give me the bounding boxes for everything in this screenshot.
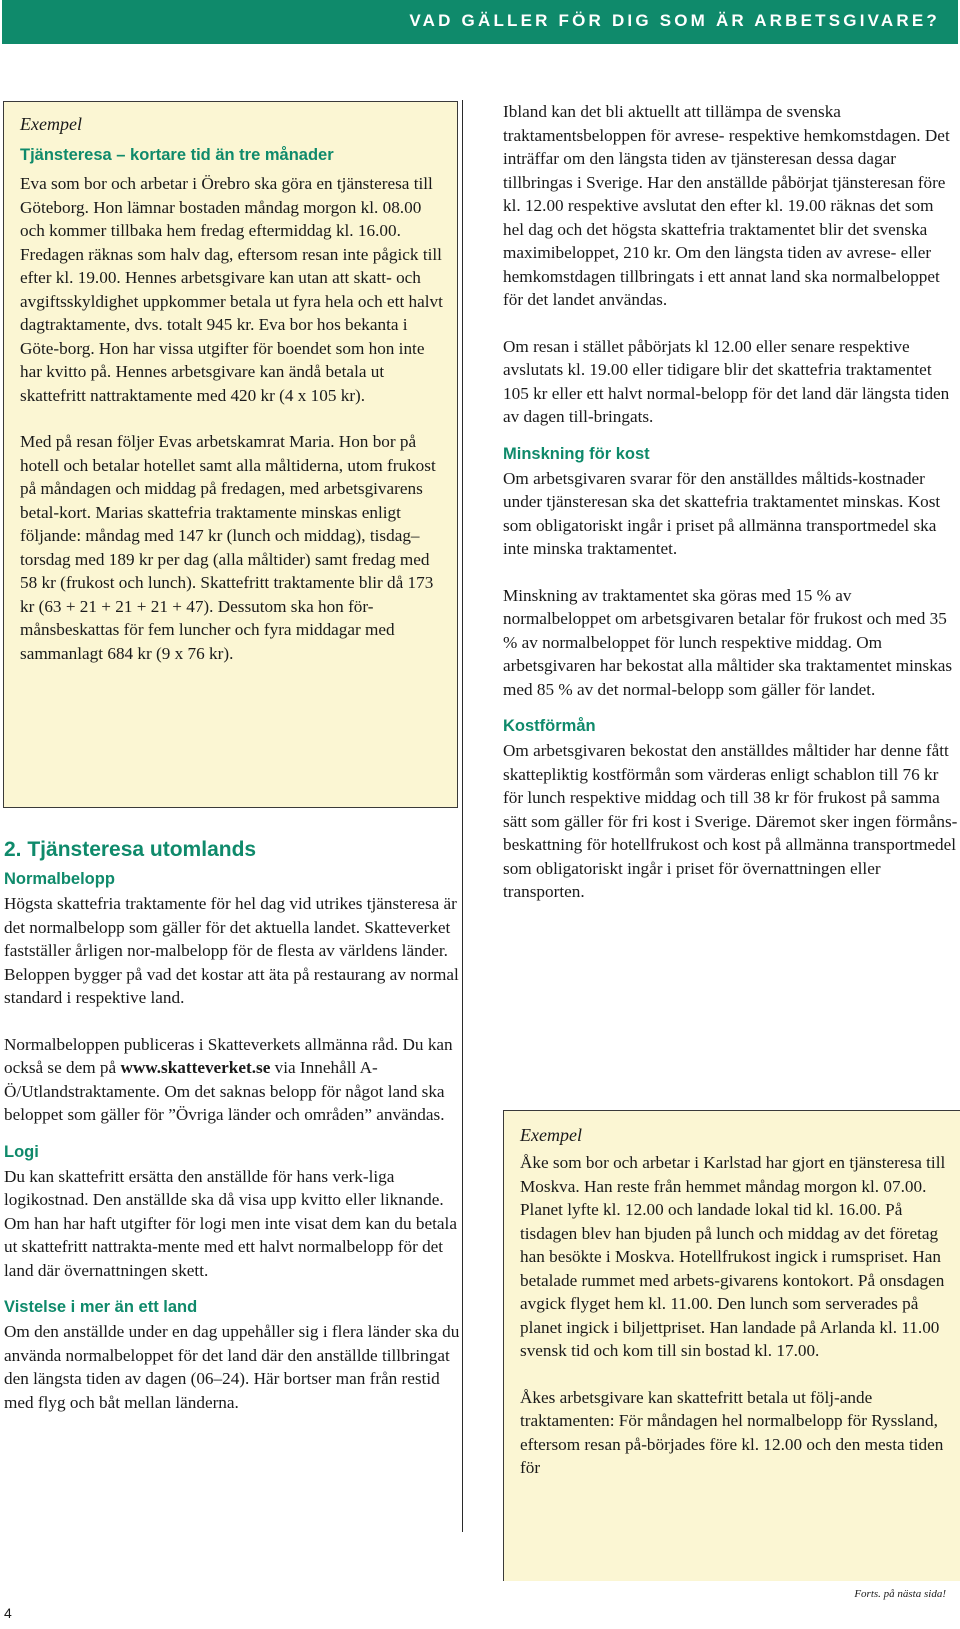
example-box-left — [3, 101, 458, 808]
banner-title: VAD GÄLLER FÖR DIG SOM ÄR ARBETSGIVARE? — [409, 11, 940, 30]
kostforman-heading: Kostförmån — [503, 717, 596, 735]
logi-paragraph: Du kan skattefritt ersätta den anställde för hans verk-liga logikostnad. Den anställde ska då visa upp kvitto eller liknande. Om han har haft utgifter för logi men inte visat dem kan du betala ut skattefritt nattrakta-mente med ett halvt normalbelopp för det land där övernattningen skett. — [4, 1166, 457, 1280]
minskning-heading: Minskning för kost — [503, 444, 650, 463]
example-paragraph-1: Åke som bor och arbetar i Karlstad har gjort en tjänsteresa till Moskva. Han reste från hemmet måndag morgon kl. 07.00. Planet lyfte kl. 12.00 och landade lokal tid kl. 16.00. På tisdagen blev han bjuden på lunch och middag av det företag han besökte i Moskva. Hotellfrukost ingick i rumspriset. Han betalade rummet med arbets-givarens kontokort. På onsdagen avgick flyget hem kl. 11.00. Den lunch som serverades på planet ingick i biljettpriset. Han landade på Arlanda kl. 11.00 svensk tid och kom till sin bostad kl. 17.00. — [520, 1153, 946, 1360]
kostforman-paragraph: Om arbetsgivaren bekostat den anställdes måltider har denne fått skattepliktig kostförmån som värderas enligt schablon till 76 kr för lunch respektive middag och till 38 kr för frukost på samma sätt som gäller för fri kost i Sverige. Däremot sker ingen förmåns-beskattning för hotellfrukost och kost på allmänna transportmedel som obligatoriskt ingår i priset för övernattningen eller transporten. — [503, 741, 958, 901]
section-banner — [2, 0, 958, 44]
example-heading: Tjänsteresa – kortare tid än tre månader — [20, 146, 334, 164]
right-paragraph-2: Om resan i stället påbörjats kl 12.00 eller senare respektive avslutats kl. 19.00 eller tidigare blir det skattefria traktamentet 105 kr eller ett halvt normal-belopp för det land där längsta tiden av dagen till-bringats. — [503, 336, 950, 426]
left-column-text — [4, 836, 464, 1414]
normalbelopp-paragraph-1: Högsta skattefria traktamente för hel dag vid utrikes tjänsteresa är det normalbelopp som gäller för det aktuella landet. Skatteverket fastställer årligen nor-malbelopp för de flesta av världens länder. Beloppen bygger på vad det kostar att äta på restaurang av normal standard i respektive land. — [4, 894, 459, 1007]
example-label: Exempel — [520, 1125, 582, 1145]
example-paragraph-2: Med på resan följer Evas arbetskamrat Maria. Hon bor på hotell och betalar hotellet samt alla måltiderna, utom frukost på måndagen och middag på fredagen, med arbetsgivarens betal-kort. Marias skattefria traktamente minskas enligt följande: måndag med 147 kr (lunch och middag), tisdag–torsdag med 189 kr per dag (alla måltider) samt fredag med 58 kr (frukost och lunch). Skattefritt traktamente blir då 173 kr (63 + 21 + 21 + 21 + 47). Dessutom ska hon för-månsbeskattas för fem luncher och fyra middagar med sammanlagt 684 kr (9 x 76 kr). — [20, 432, 436, 663]
column-divider — [462, 100, 463, 1532]
skatteverket-link[interactable]: www.skatteverket.se — [120, 1058, 271, 1077]
normalbelopp-text-b: via Innehåll A-Ö/Utlandstraktamente. Om det saknas belopp för något land ska beloppet som gäller för ”Övriga länder och områden” användas. — [4, 1058, 445, 1124]
minskning-paragraph-2: Minskning av traktamentet ska göras med 15 % av normalbeloppet om arbetsgivaren betalar för frukost och med 35 % av normalbeloppet för lunch respektive middag. Om arbetsgivaren har bekostat alla måltider ska traktamentet minskas med 85 % av det normal-belopp som gäller för landet. — [503, 585, 953, 699]
normalbelopp-heading: Normalbelopp — [4, 870, 115, 888]
page-number: 4 — [4, 1605, 12, 1621]
normalbelopp-text-a: Normalbeloppen publiceras i Skatteverkets allmänna råd. Du kan också se dem på — [4, 1034, 453, 1077]
logi-heading: Logi — [4, 1142, 39, 1161]
section-2-title: 2. Tjänsteresa utomlands — [4, 838, 257, 861]
normalbelopp-paragraph-2 — [4, 1033, 464, 1127]
example-paragraph-2: Åkes arbetsgivare kan skattefritt betala ut följ-ande traktamenten: För måndagen hel normalbelopp för Ryssland, eftersom resan på-börjades före kl. 12.00 och den mesta tiden för — [520, 1387, 944, 1477]
right-column-text — [503, 100, 958, 904]
continued-note: Forts. på nästa sida! — [854, 1588, 946, 1600]
minskning-paragraph-1: Om arbetsgivaren svarar för den anställdes måltids-kostnader under tjänsteresan ska det skattefria traktamentet minskas. Kost som obligatoriskt ingår i priset på allmänna transportmedel ska inte minska traktamentet. — [503, 468, 941, 558]
example-label: Exempel — [20, 114, 82, 134]
example-paragraph-1: Eva som bor och arbetar i Örebro ska göra en tjänsteresa till Göteborg. Hon lämnar bostaden måndag morgon kl. 08.00 och kommer tillbaka hem fredag eftermiddag kl. 16.00. Fredagen räknas som halv dag, eftersom resan inte pågick till efter kl. 19.00. Hennes arbetsgivare kan utan att skatt- och avgiftsskyldighet uppkommer betala ut fyra hela och ett halvt dagtraktamente, dvs. totalt 945 kr. Eva bor hos bekanta i Göte-borg. Hon har vissa utgifter för boendet som hon inte har kvitto på. Hennes arbetsgivare kan ändå betala ut skattefritt nattraktamente med 420 kr (4 x 105 kr). — [20, 174, 443, 405]
right-paragraph-1: Ibland kan det bli aktuellt att tillämpa de svenska traktamentsbeloppen för avrese- respektive hemkomstdagen. Det inträffar om den längsta tiden av tjänsteresan dessa dagar tillbringas i Sverige. Har den anställde påbörjat tjänsteresan före kl. 12.00 respektive avslutat den efter kl. 19.00 räknas det som hel dag och det högsta skattefria traktamentet blir det svenska maximibeloppet, 210 kr. Om den längsta tiden av avrese- eller hemkomstdagen tillbringats i ett annat land ska normalbeloppet för det landet användas. — [503, 102, 950, 309]
vistelse-paragraph: Om den anställde under en dag uppehåller sig i flera länder ska du använda normalbeloppet för det land där den anställde tillbringat den längsta tiden av dagen (06–24). Här bortser man från restid med flyg och båt mellan länderna. — [4, 1322, 460, 1412]
vistelse-heading: Vistelse i mer än ett land — [4, 1298, 198, 1316]
example-box-right — [503, 1110, 960, 1581]
